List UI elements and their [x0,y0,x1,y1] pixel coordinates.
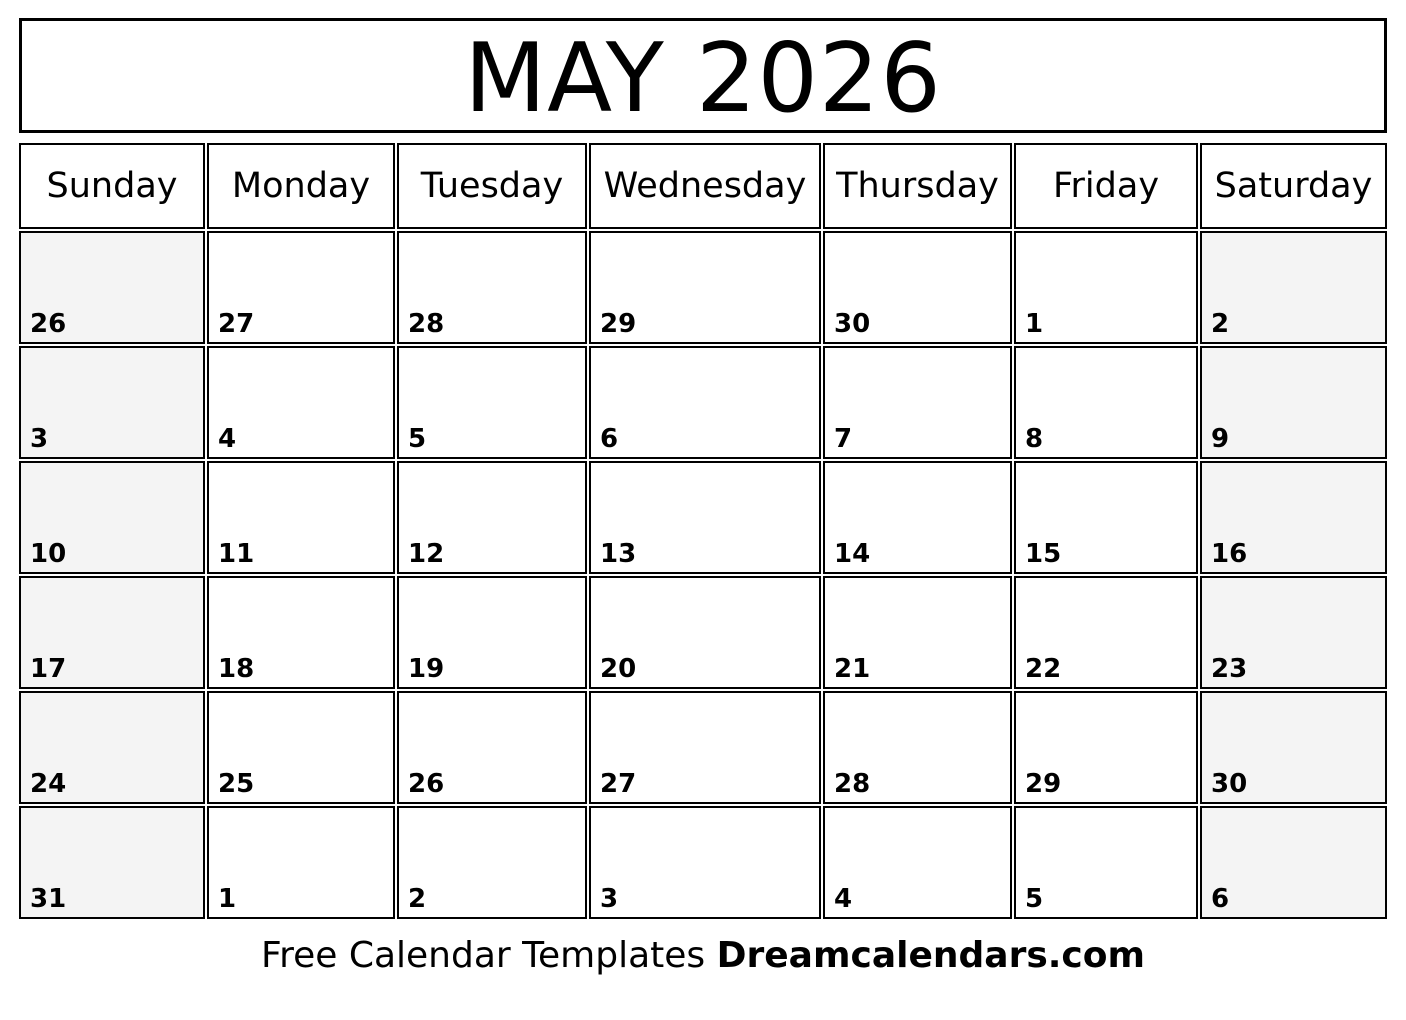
day-cell [397,691,587,804]
day-number: 5 [408,424,427,454]
day-cell [397,231,587,344]
day-cell [589,691,821,804]
footer-text: Free Calendar Templates [260,935,706,976]
day-number: 31 [30,884,67,914]
day-number: 11 [218,539,255,569]
day-cell [19,806,205,919]
day-cell [1014,461,1198,574]
day-cell [19,691,205,804]
day-number: 27 [218,309,255,339]
day-cell [1014,231,1198,344]
day-number: 8 [1025,424,1044,454]
day-number: 25 [218,769,255,799]
calendar-grid [19,143,1387,919]
day-cell [397,461,587,574]
day-number: 29 [1025,769,1062,799]
day-number: 28 [408,309,445,339]
day-number: 20 [600,654,637,684]
day-number: 1 [218,884,237,914]
day-cell [397,806,587,919]
day-number: 24 [30,769,67,799]
day-number: 23 [1211,654,1248,684]
weekday-header-sunday: Sunday [19,143,205,229]
day-cell [207,576,395,689]
day-cell [19,461,205,574]
day-cell [1200,346,1387,459]
day-number: 18 [218,654,255,684]
weekday-header-tuesday: Tuesday [397,143,587,229]
weekday-header-monday: Monday [207,143,395,229]
day-number: 17 [30,654,67,684]
day-number: 30 [1211,769,1248,799]
day-cell [1014,576,1198,689]
day-cell [823,576,1012,689]
day-cell [823,461,1012,574]
day-cell [823,806,1012,919]
day-number: 1 [1025,309,1044,339]
day-number: 6 [1211,884,1230,914]
day-number: 2 [1211,309,1230,339]
day-cell [207,806,395,919]
day-cell [1014,346,1198,459]
calendar-sheet [19,18,1387,976]
day-number: 29 [600,309,637,339]
day-cell [1200,576,1387,689]
day-number: 7 [834,424,853,454]
day-cell [823,346,1012,459]
day-cell [589,576,821,689]
day-cell [19,576,205,689]
day-cell [589,231,821,344]
day-cell [589,461,821,574]
day-number: 9 [1211,424,1230,454]
day-cell [207,231,395,344]
day-cell [823,691,1012,804]
day-number: 4 [834,884,853,914]
day-number: 4 [218,424,237,454]
day-number: 2 [408,884,427,914]
day-cell [1200,231,1387,344]
day-cell [1014,691,1198,804]
day-number: 19 [408,654,445,684]
weekday-header-saturday: Saturday [1200,143,1387,229]
day-number: 26 [30,309,67,339]
day-cell [1200,461,1387,574]
weekday-header-wednesday: Wednesday [589,143,821,229]
weekday-header-thursday: Thursday [823,143,1012,229]
calendar-title: MAY 2026 [464,24,942,134]
day-number: 27 [600,769,637,799]
calendar-title-box [19,18,1387,133]
day-cell [589,346,821,459]
day-number: 21 [834,654,871,684]
day-number: 15 [1025,539,1062,569]
footer [19,936,1387,976]
day-cell [1200,806,1387,919]
day-number: 6 [600,424,619,454]
day-cell [19,346,205,459]
day-number: 26 [408,769,445,799]
day-cell [1200,691,1387,804]
day-number: 30 [834,309,871,339]
weekday-header-friday: Friday [1014,143,1198,229]
day-cell [19,231,205,344]
day-cell [207,461,395,574]
day-number: 5 [1025,884,1044,914]
day-number: 3 [600,884,619,914]
day-number: 13 [600,539,637,569]
day-cell [397,576,587,689]
day-cell [207,346,395,459]
footer-brand: Dreamcalendars.com [716,935,1146,976]
day-cell [1014,806,1198,919]
day-cell [207,691,395,804]
day-number: 28 [834,769,871,799]
day-cell [397,346,587,459]
day-cell [823,231,1012,344]
day-number: 3 [30,424,49,454]
day-number: 12 [408,539,445,569]
day-number: 14 [834,539,871,569]
day-number: 10 [30,539,67,569]
day-number: 16 [1211,539,1248,569]
day-cell [589,806,821,919]
day-number: 22 [1025,654,1062,684]
